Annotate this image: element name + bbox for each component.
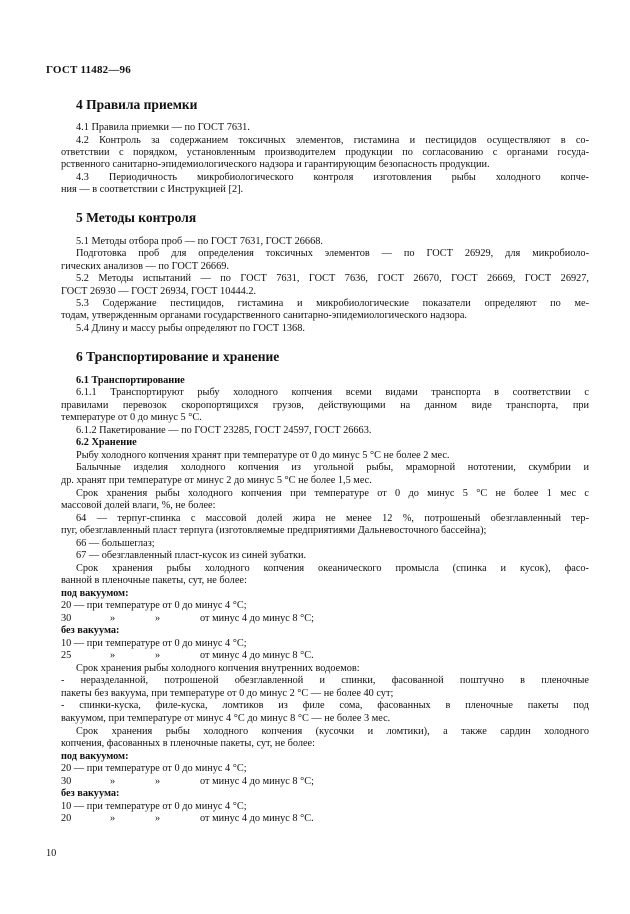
paragraph-line: 6.1.2 Пакетирование — по ГОСТ 23285, ГОСТ 24597, ГОСТ 26663. <box>76 425 372 436</box>
ditto-mark: » <box>110 650 116 661</box>
ditto-mark: » <box>155 613 161 624</box>
paragraph-line: копчения, фасованных в пленочные пакеты, сут, не более: <box>61 738 315 749</box>
list-number: 30 <box>61 613 72 624</box>
paragraph-line: массовой долей влаги, %, не более: <box>61 500 216 511</box>
ditto-mark: » <box>110 813 116 824</box>
paragraph-line: 4.1 Правила приемки — по ГОСТ 7631. <box>76 122 250 133</box>
paragraph-line: 5.1 Методы отбора проб — по ГОСТ 7631, ГОСТ 26668. <box>76 236 323 247</box>
ditto-mark: » <box>155 776 161 787</box>
ditto-mark: » <box>110 776 116 787</box>
subsection-title: 6.2 Хранение <box>76 437 137 448</box>
paragraph-line: 6.1.1 Транспортируют рыбу холодного копчения всеми видами транспорта в соответствии с <box>76 387 589 398</box>
section-6-title: 6 Транспортирование и хранение <box>76 349 280 364</box>
storage-group-label: под вакуумом: <box>61 751 129 762</box>
paragraph-line: пакеты без вакуума, при температуре от 0 до минус 2 °С — не более 40 сут; <box>61 688 394 699</box>
paragraph-line: 5.3 Содержание пестицидов, гистамина и микробиологические показатели определяют по ме- <box>76 298 589 309</box>
paragraph-line: 4.2 Контроль за содержанием токсичных элементов, гистамина и пестицидов осуществляют в со- <box>76 135 589 146</box>
paragraph-line: Срок хранения рыбы холодного копчения внутренних водоемов: <box>76 663 360 674</box>
paragraph-line: Балычные изделия холодного копчения из угольной рыбы, мраморной нототении, скумбрии и <box>76 462 589 473</box>
paragraph-line: ответствии с порядком, установленным производителем продукции по согласованию с органами госуда- <box>61 147 589 158</box>
paragraph-line: Рыбу холодного копчения хранят при температуре от 0 до минус 5 °С не более 2 мес. <box>76 450 450 461</box>
paragraph-line: от минус 4 до минус 8 °С. <box>200 650 314 661</box>
paragraph-line: - спинки-куска, филе-куска, ломтиков из филе сома, фасованных в пленочные пакеты под <box>61 700 589 711</box>
list-number: 30 <box>61 776 72 787</box>
paragraph-line: 5.2 Методы испытаний — по ГОСТ 7631, ГОСТ 7636, ГОСТ 26670, ГОСТ 26669, ГОСТ 26927, <box>76 273 589 284</box>
paragraph-line: рственного санитарно-эпидемиологического надзора и гарантирующим безопасность продукции. <box>61 159 490 170</box>
paragraph-line: 10 — при температуре от 0 до минус 4 °С; <box>61 801 247 812</box>
paragraph-line: ванной в пленочные пакеты, сут, не более: <box>61 575 247 586</box>
list-number: 25 <box>61 650 72 661</box>
paragraph-line: правилами перевозок скоропортящихся грузов, действующими на данном виде транспорта, при <box>61 400 589 411</box>
paragraph-line: 66 — большеглаз; <box>76 538 155 549</box>
ditto-mark: » <box>155 813 161 824</box>
paragraph-line: Срок хранения рыбы холодного копчения (кусочки и ломтики), а также сардин холодного <box>76 726 589 737</box>
paragraph-line: 10 — при температуре от 0 до минус 4 °С; <box>61 638 247 649</box>
paragraph-line: вакуумом, при температуре от минус 4 °С до минус 8 °С — не более 3 мес. <box>61 713 391 724</box>
paragraph-line: пуг, обезглавленный пласт терпуга (изготовляемые предприятиями Дальневосточного бассейна); <box>61 525 487 536</box>
paragraph-line: температуре от 0 до минус 5 °С. <box>61 412 202 423</box>
paragraph-line: тодам, утвержденным органами государственного санитарно-эпидемиологического надзора. <box>61 310 467 321</box>
paragraph-line: ГОСТ 26930 — ГОСТ 26934, ГОСТ 10444.2. <box>61 286 257 297</box>
paragraph-line: 20 — при температуре от 0 до минус 4 °С; <box>61 763 247 774</box>
paragraph-line: - неразделанной, потрошеной обезглавленной и спинки, фасованной поштучно в пленочные <box>61 675 589 686</box>
paragraph-line: от минус 4 до минус 8 °С. <box>200 813 314 824</box>
section-4-title: 4 Правила приемки <box>76 97 198 112</box>
paragraph-line: 20 — при температуре от 0 до минус 4 °С; <box>61 600 247 611</box>
section-5-title: 5 Методы контроля <box>76 210 197 225</box>
storage-group-label: без вакуума: <box>61 788 120 799</box>
paragraph-line: гических анализов — по ГОСТ 26669. <box>61 261 229 272</box>
paragraph-line: от минус 4 до минус 8 °С; <box>200 613 314 624</box>
paragraph-line: 4.3 Периодичность микробиологического контроля изготовления рыбы холодного копче- <box>76 172 589 183</box>
list-number: 20 <box>61 813 72 824</box>
paragraph-line: от минус 4 до минус 8 °С; <box>200 776 314 787</box>
subsection-title: 6.1 Транспортирование <box>76 375 185 386</box>
storage-group-label: без вакуума: <box>61 625 120 636</box>
paragraph-line: 64 — терпуг-спинка с массовой долей жира не менее 12 %, потрошеный обезглавленный тер- <box>76 513 589 524</box>
ditto-mark: » <box>155 650 161 661</box>
paragraph-line: др. хранят при температуре от минус 2 до минус 5 °С не более 1,5 мес. <box>61 475 372 486</box>
document-header: ГОСТ 11482—96 <box>46 64 131 76</box>
paragraph-line: Срок хранения рыбы холодного копчения океанического промысла (спинка и кусок), фасо- <box>76 563 589 574</box>
paragraph-line: ния — в соответствии с Инструкцией [2]. <box>61 184 244 195</box>
paragraph-line: Срок хранения рыбы холодного копчения при температуре от 0 до минус 5 °С не более 1 мес с <box>76 488 589 499</box>
paragraph-line: Подготовка проб для определения токсичных элементов — по ГОСТ 26929, для микробиоло- <box>76 248 589 259</box>
storage-group-label: под вакуумом: <box>61 588 129 599</box>
page-number: 10 <box>46 848 57 859</box>
paragraph-line: 67 — обезглавленный пласт-кусок из синей зубатки. <box>76 550 307 561</box>
ditto-mark: » <box>110 613 116 624</box>
paragraph-line: 5.4 Длину и массу рыбы определяют по ГОСТ 1368. <box>76 323 305 334</box>
